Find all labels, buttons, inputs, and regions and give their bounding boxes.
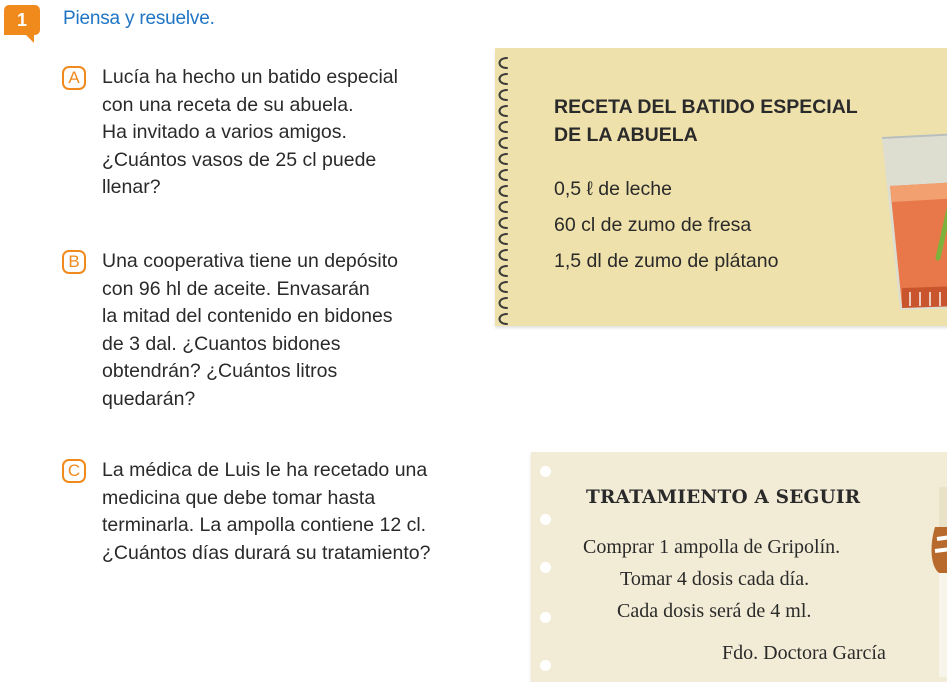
binder-hole-icon bbox=[540, 514, 551, 525]
recipe-item: 60 cl de zumo de fresa bbox=[554, 214, 752, 236]
problem-line: ¿Cuántos vasos de 25 cl puede bbox=[102, 148, 377, 171]
recipe-title bbox=[554, 93, 858, 149]
problem-line: Lucía ha hecho un batido especial bbox=[102, 66, 398, 88]
treatment-line: Cada dosis será de 4 ml. bbox=[617, 600, 812, 622]
problem-text bbox=[102, 248, 398, 413]
problem-c bbox=[62, 457, 430, 567]
problem-line: ¿Cuántos días durará su tratamiento? bbox=[102, 541, 431, 564]
problem-line: la mitad del contenido en bidones bbox=[102, 305, 393, 327]
problem-line: con una receta de su abuela. bbox=[102, 93, 354, 116]
binder-hole-icon bbox=[540, 562, 551, 573]
milkshake-glass-icon bbox=[880, 128, 947, 318]
problem-line: de 3 dal. ¿Cuantos bidones bbox=[102, 332, 341, 355]
problem-line: medicina que debe tomar hasta bbox=[102, 486, 376, 509]
recipe-note bbox=[495, 48, 947, 326]
problem-letter-badge: B bbox=[62, 250, 86, 274]
recipe-title-line: RECETA DEL BATIDO ESPECIAL bbox=[554, 96, 858, 118]
problem-a bbox=[62, 64, 398, 202]
problem-text bbox=[102, 457, 430, 567]
treatment-line: Tomar 4 dosis cada día. bbox=[620, 568, 810, 590]
problem-text bbox=[102, 64, 398, 202]
problem-line: obtendrán? ¿Cuántos litros bbox=[102, 360, 338, 382]
problem-line: llenar? bbox=[102, 176, 161, 198]
binder-hole-icon bbox=[540, 466, 551, 477]
ampoule-icon bbox=[921, 487, 947, 677]
problem-letter-badge: A bbox=[62, 66, 86, 90]
recipe-item: 0,5 ℓ de leche bbox=[554, 178, 672, 200]
problem-line: con 96 hl de aceite. Envasarán bbox=[102, 277, 370, 300]
spiral-binding-icon bbox=[495, 56, 511, 328]
problem-line: terminarla. La ampolla contiene 12 cl. bbox=[102, 514, 427, 536]
binder-hole-icon bbox=[540, 660, 551, 671]
binder-hole-icon bbox=[540, 612, 551, 623]
treatment-title: TRATAMIENTO A SEGUIR bbox=[586, 487, 861, 508]
recipe-title-line: DE LA ABUELA bbox=[554, 124, 698, 146]
doctor-signature: Fdo. Doctora García bbox=[722, 642, 886, 664]
exercise-number-badge: 1 bbox=[4, 5, 40, 35]
problem-line: La médica de Luis le ha recetado una bbox=[102, 459, 428, 481]
problem-line: Una cooperativa tiene un depósito bbox=[102, 250, 398, 272]
problem-b bbox=[62, 248, 398, 413]
problem-line: quedarán? bbox=[102, 387, 196, 410]
problem-line: Ha invitado a varios amigos. bbox=[102, 121, 347, 143]
instruction-heading: Piensa y resuelve. bbox=[63, 8, 215, 29]
problem-letter-badge: C bbox=[62, 459, 86, 483]
treatment-line: Comprar 1 ampolla de Gripolín. bbox=[583, 536, 841, 558]
treatment-note bbox=[531, 452, 947, 682]
recipe-item: 1,5 dl de zumo de plátano bbox=[554, 250, 779, 272]
